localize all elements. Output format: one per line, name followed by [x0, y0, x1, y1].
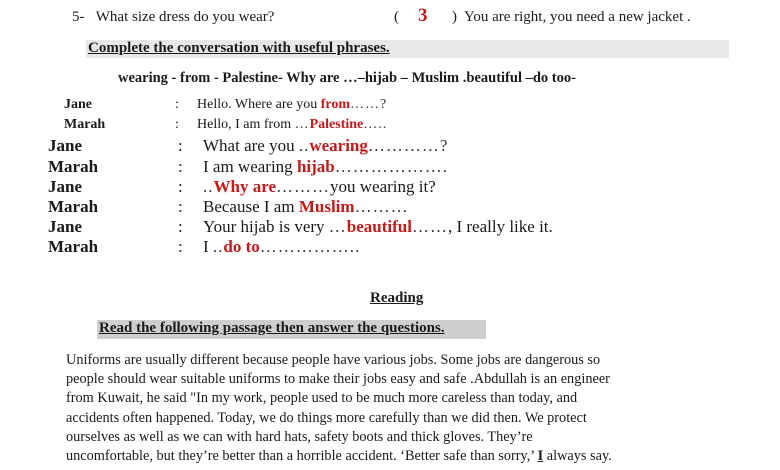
- dialog-line: [203, 136, 448, 156]
- passage-line: people should wear suitable uniforms to make their jobs easy and safe .Abdullah is an engineer: [66, 371, 610, 388]
- dialog-row: [0, 177, 780, 197]
- dialog-row: [0, 197, 780, 217]
- blank-dots: …..: [363, 117, 388, 132]
- dialog-line: [203, 157, 448, 177]
- speaker-name: Marah: [48, 197, 99, 216]
- dialog-row: [0, 237, 780, 257]
- filled-answer: Muslim: [298, 197, 355, 216]
- answer-paren-close: ): [452, 9, 457, 25]
- blank-dots: ……?: [350, 97, 388, 112]
- dialog-row: [0, 157, 780, 177]
- passage-text: always say.: [543, 448, 612, 465]
- speaker-colon: :: [178, 217, 183, 236]
- dialog-row: [0, 117, 780, 137]
- question-number: 5-: [72, 9, 85, 25]
- speaker-name: Marah: [48, 237, 99, 256]
- passage-line: accidents often happened. Today, we do things more carefully than we did then. We protect: [66, 409, 587, 426]
- answer-number: 3: [418, 5, 428, 26]
- speaker-colon: :: [175, 97, 179, 112]
- passage-pronoun: I: [537, 448, 544, 465]
- blank-dots: ………: [276, 177, 330, 196]
- conversation-heading: Complete the conversation with useful phrases.: [88, 40, 390, 56]
- passage-line: Uniforms are usually different because people have various jobs. Some jobs are dangerous so: [66, 352, 601, 368]
- dialog-line: [203, 197, 409, 217]
- passage-line-last: [66, 447, 746, 466]
- word-bank: wearing - from - Palestine- Why are …–hijab – Muslim .beautiful –do too-: [118, 70, 576, 86]
- speaker-colon: :: [178, 157, 183, 176]
- speaker-name: Jane: [48, 217, 82, 236]
- line-text: , I really like it.: [447, 217, 553, 236]
- answer-paren-open: (: [394, 9, 399, 25]
- dialog-line: [203, 237, 360, 257]
- line-text: Your hijab is very: [203, 217, 329, 236]
- blank-dots: …: [328, 217, 347, 236]
- filled-answer: hijab: [296, 157, 335, 176]
- dialog-line: [197, 97, 387, 113]
- line-text: Hello. Where are you: [197, 97, 321, 112]
- speaker-name: Marah: [64, 117, 106, 132]
- blank-dots: …………?: [367, 136, 449, 155]
- line-text: you wearing it?: [330, 177, 436, 196]
- blank-dots: ..: [203, 177, 214, 196]
- speaker-name: Jane: [48, 136, 82, 155]
- speaker-colon: :: [178, 177, 183, 196]
- line-text: Hello, I am from: [197, 117, 295, 132]
- speaker-colon: :: [178, 197, 183, 216]
- filled-answer: Why are: [213, 177, 276, 196]
- question-text: What size dress do you wear?: [95, 9, 275, 25]
- blank-dots: …: [294, 117, 310, 132]
- dialog-line: [197, 117, 387, 133]
- speaker-colon: :: [175, 117, 179, 132]
- answer-reply: You are right, you need a new jacket .: [464, 9, 691, 25]
- speaker-name: Jane: [64, 97, 92, 112]
- dialog-row: [0, 97, 780, 117]
- line-text: I: [203, 237, 213, 256]
- blank-dots: ..: [212, 237, 224, 256]
- speaker-name: Marah: [48, 157, 99, 176]
- speaker-name: Jane: [48, 177, 82, 196]
- line-text: I am wearing: [203, 157, 297, 176]
- passage-text: uncomfortable, but they’re better than a horrible accident. ‘Better safe than sorry,’: [66, 448, 538, 465]
- blank-dots: ……………..: [259, 237, 361, 256]
- dialog-row: [0, 136, 780, 156]
- reading-instruction: Read the following passage then answer the questions.: [99, 320, 445, 336]
- line-text: Because I am: [203, 197, 299, 216]
- blank-dots: ……………….: [334, 157, 448, 176]
- blank-dots: ………: [354, 197, 409, 216]
- filled-answer: wearing: [309, 136, 368, 155]
- blank-dots: ..: [298, 136, 310, 155]
- line-text: What are you: [203, 136, 299, 155]
- passage-line: ourselves as well as we can with hard hats, safety boots and thick gloves. They’re: [66, 428, 533, 445]
- speaker-colon: :: [178, 237, 183, 256]
- filled-answer: Palestine: [309, 117, 364, 132]
- passage-line: from Kuwait, he said "In my work, people used to be much more careless than today, and: [66, 390, 578, 407]
- filled-answer: beautiful: [346, 217, 412, 236]
- reading-title: Reading: [370, 290, 424, 306]
- blank-dots: ……: [411, 217, 448, 236]
- reading-passage: [66, 351, 746, 466]
- dialog-row: [0, 217, 780, 237]
- dialog-line: [203, 177, 436, 197]
- speaker-colon: :: [178, 136, 183, 155]
- filled-answer: do to: [223, 237, 260, 256]
- question-5: [72, 5, 691, 26]
- filled-answer: from: [320, 97, 351, 112]
- dialog-line: [203, 217, 553, 237]
